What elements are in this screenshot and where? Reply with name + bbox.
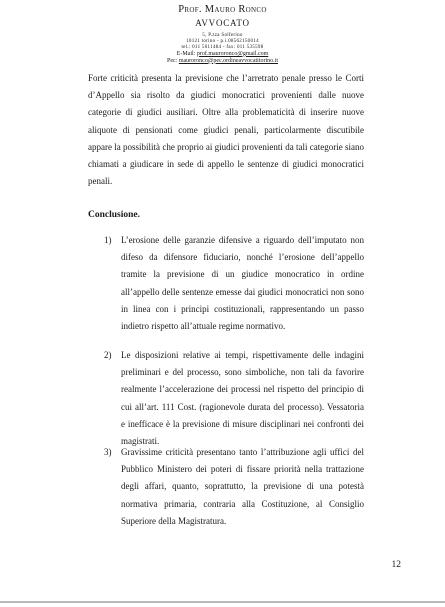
page-bottom-edge: [0, 601, 445, 603]
page-number: 12: [391, 560, 401, 570]
item-text: Gravissime criticità presentano tanto l’attribuzione agli uffici del Pubblico Ministero dei poteri di fissare priorità nella trattazione degli affari, quanto, soprattutto, la previsione di una potestà normativa primaria, contraria alla Costituzione, al Consiglio Superiore della Magistratura.: [121, 447, 364, 526]
item-text: Le disposizioni relative ai tempi, rispettivamente delle indagini preliminari e del processo, sono simboliche, non tali da favorire realmente l’accelerazione dei processi nel rispetto del principio di cui all’art. 111 Cost. (ragionevole durata del processo). Vessatoria e inefficace è la previsione di misure disciplinari nei confronti dei magistrati.: [121, 350, 364, 447]
letterhead: [0, 4, 445, 64]
pec-label: Pec:: [166, 57, 178, 64]
conclusion-heading: Conclusione.: [88, 210, 140, 220]
letterhead-pec-line: [0, 58, 445, 65]
body-paragraph: Forte criticità presenta la previsione che l’arretrato penale presso le Corti d’Appello sia risolto da giudici monocratici provenienti dalle nuove categorie di giudici ausiliari. Oltre alla problematicità di inserire nuove aliquote di pensionati come giudici penali, particolarmente discutibile appare la possibilità che proprio ai giudici provenienti da tali categorie siano chiamati a giudicare in sede di appello le sentenze di giudici monocratici penali.: [88, 73, 364, 187]
conclusion-item-2: [104, 347, 364, 450]
item-number: 2): [104, 350, 112, 360]
letterhead-email-line: [0, 51, 445, 58]
item-number: 1): [104, 235, 112, 245]
conclusion-item-3: [104, 444, 364, 530]
letterhead-name: Prof. Mauro Ronco: [178, 4, 267, 15]
letterhead-address: 5, P.zza Solferino: [202, 33, 243, 39]
item-number: 3): [104, 447, 112, 457]
letterhead-role: AVVOCATO: [195, 18, 250, 29]
item-text: L’erosione delle garanzie difensive a riguardo dell’imputato non difeso da difensore fiduciario, nonché l’erosione dell’appello tramite la previsione di un giudice monocratico in ordine all’appello delle sentenze emesse dai giudici monocratici non sono in linea con i principi costituzionali, rappresentando un passo indietro rispetto all’attuale regime normativo.: [121, 235, 364, 332]
conclusion-item-1: [104, 232, 364, 335]
pec-link[interactable]: mauroronco@pec.ordineavvocatitorino.it: [178, 57, 278, 64]
letterhead-phone-fax: tel.: 011 5611484 - fax: 011 535598: [181, 44, 264, 50]
email-label: E-Mail:: [176, 50, 196, 57]
email-link[interactable]: prof.mauroronco@gmail.com: [196, 50, 269, 57]
letterhead-city-vat: 10121 torino - p.i.08562150014: [186, 39, 259, 45]
